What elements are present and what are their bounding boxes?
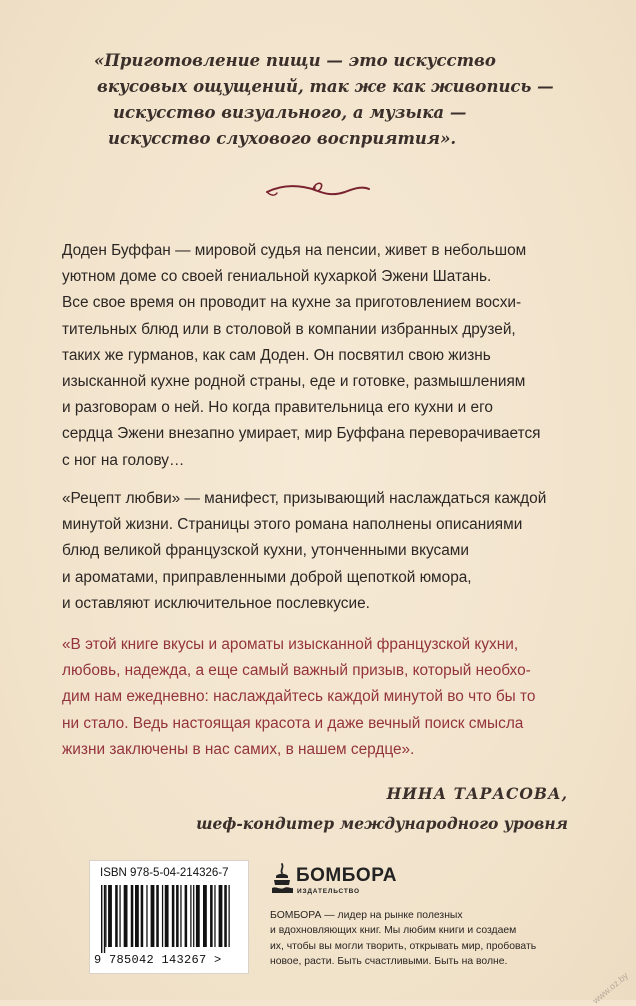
text-line: Доден Буффан — мировой судья на пенсии, живет в небольшом xyxy=(62,242,527,259)
text-line: «Рецепт любви» — манифест, призывающий наслаждаться каждой xyxy=(62,490,547,507)
publisher-description xyxy=(270,908,570,969)
text-line: Все свое время он проводит на кухне за приготовлением восхи- xyxy=(62,294,522,312)
publisher-line: и вдохновляющих книг. Мы любим книги и создаем xyxy=(270,925,517,937)
quote-author-name: НИНА ТАРАСОВА, xyxy=(386,784,568,803)
quote-line: дим нам ежедневно: наслаждайтесь каждой минутой во что бы то xyxy=(62,688,536,706)
barcode-bar xyxy=(124,885,128,947)
review-quote xyxy=(62,632,582,763)
quote-line: «В этой книге вкусы и ароматы изысканной французской кухни, xyxy=(62,636,519,653)
publisher-line: их, чтобы вы могли творить, открывать мир, пробовать xyxy=(270,940,537,952)
barcode-bar xyxy=(180,885,181,947)
epigraph-line: искусство визуального, а музыка — xyxy=(113,103,467,122)
barcode-bar xyxy=(210,885,213,947)
barcode-bar xyxy=(203,885,207,947)
quote-line: любовь, надежда, а еще самый важный призыв, который необхо- xyxy=(62,662,531,680)
barcode-guard-bar xyxy=(104,885,105,953)
barcode-bar xyxy=(105,885,106,947)
description-paragraph-1 xyxy=(62,238,582,474)
text-line: и разговорам о ней. Но когда правительница его кухни и его xyxy=(62,399,493,417)
epigraph-line: искусство слухового восприятия». xyxy=(108,129,457,148)
barcode-bar xyxy=(131,885,134,947)
barcode-bar xyxy=(162,885,163,947)
text-line: блюд великой французской кухни, утонченными вкусами xyxy=(62,542,469,560)
barcode-bar xyxy=(193,885,194,947)
publisher-line: БОМБОРА — лидер на рынке полезных xyxy=(270,910,463,921)
barcode-bar xyxy=(229,885,230,947)
barcode-bar xyxy=(185,885,188,947)
text-line: изысканной кухне родной страны, еде и готовке, размышлениям xyxy=(62,373,526,391)
barcode-bar xyxy=(115,885,118,947)
epigraph-line: «Приготовление пищи — это искусство xyxy=(94,51,496,70)
publisher-name: БОМБОРА xyxy=(296,865,397,886)
barcode-bars-icon xyxy=(100,885,238,953)
watermark: www.oz.by xyxy=(590,970,630,1006)
barcode-bar xyxy=(214,885,215,947)
bombora-logo-icon xyxy=(270,862,294,896)
barcode-bar xyxy=(151,885,155,947)
barcode-bar xyxy=(141,885,144,947)
barcode-bar xyxy=(146,885,147,947)
barcode-bar xyxy=(108,885,112,947)
barcode-bar xyxy=(196,885,200,947)
barcode-bar xyxy=(165,885,169,947)
text-line: минутой жизни. Страницы этого романа наполнены описаниями xyxy=(62,516,523,534)
barcode-bar xyxy=(135,885,139,947)
epigraph xyxy=(60,48,580,152)
publisher-subtitle: ИЗДАТЕЛЬСТВО xyxy=(297,888,360,895)
quote-author-title: шеф-кондитер международного уровня xyxy=(196,814,568,833)
description-paragraph-2 xyxy=(62,486,582,617)
barcode-bar xyxy=(156,885,159,947)
barcode-bar xyxy=(172,885,175,947)
text-line: и ароматами, приправленными доброй щепоткой юмора, xyxy=(62,568,472,586)
publisher-line: новое, расти. Быть счастливыми. Быть на волне. xyxy=(270,955,508,967)
text-line: сердца Эжени внезапно умирает, мир Буффана переворачивается xyxy=(62,425,541,443)
barcode-digits: 9 785042 143267 > xyxy=(94,953,222,967)
barcode-bar xyxy=(219,885,223,947)
flourish-divider-icon xyxy=(263,176,373,206)
text-line: с ног на голову… xyxy=(62,451,185,469)
quote-line: ни стало. Ведь настоящая красота и даже вечный поиск смысла xyxy=(62,714,524,732)
quote-line: жизни заключены в нас самих, в нашем сердце». xyxy=(62,740,415,758)
barcode-guard-bar xyxy=(101,885,102,953)
epigraph-line: вкусовых ощущений, так же как живопись — xyxy=(97,77,554,96)
isbn-barcode xyxy=(89,860,249,974)
text-line: тительных блюд или в столовой в компании избранных друзей, xyxy=(62,320,516,338)
text-line: и оставляют исключительное послевкусие. xyxy=(62,594,370,612)
text-line: уютном доме со своей гениальной кухаркой Эжени Шатань. xyxy=(62,268,492,286)
text-line: таких же гурманов, как сам Доден. Он посвятил свою жизнь xyxy=(62,346,491,364)
barcode-bar xyxy=(190,885,191,947)
barcode-bar xyxy=(119,885,120,947)
barcode-bar xyxy=(224,885,227,947)
barcode-bar xyxy=(176,885,179,947)
isbn-number: ISBN 978-5-04-214326-7 xyxy=(100,867,229,879)
